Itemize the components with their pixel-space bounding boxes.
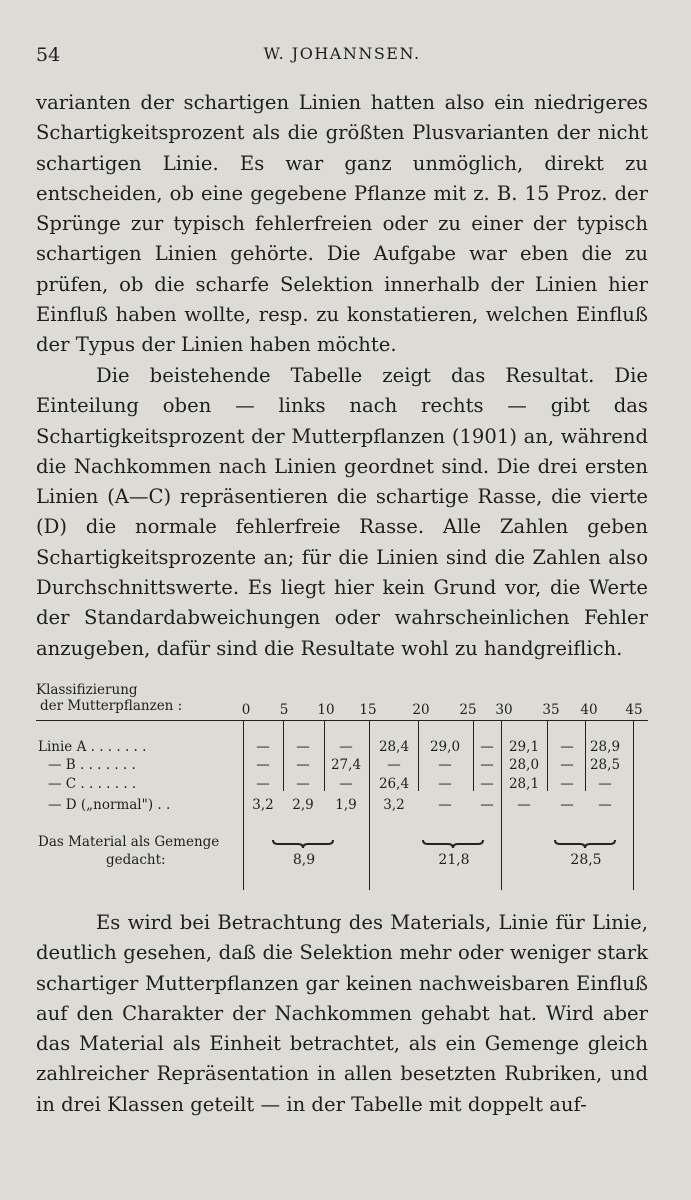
table-cell: 28,1	[508, 776, 540, 792]
column-header: 15	[359, 702, 377, 718]
table-cell: 28,4	[378, 739, 410, 755]
table-cell: —	[560, 757, 574, 773]
column-header: 35	[542, 702, 560, 718]
row-label-c: — C . . . . . . .	[48, 776, 137, 792]
gemenge-label-line-2: gedacht:	[106, 852, 166, 868]
table-top-rule	[36, 720, 648, 721]
table-cell: —	[256, 757, 270, 773]
table-cell: —	[480, 739, 494, 755]
gemenge-value: 28,5	[570, 852, 602, 868]
data-table	[36, 680, 650, 890]
table-cell: —	[480, 797, 494, 813]
table-cell: 3,2	[383, 797, 405, 813]
column-divider	[324, 721, 325, 791]
table-cell: —	[256, 739, 270, 755]
column-header: 30	[495, 702, 513, 718]
column-divider	[633, 721, 634, 890]
table-cell: 28,5	[589, 757, 621, 773]
table-cell: 29,0	[429, 739, 461, 755]
gemenge-label-line-1: Das Material als Gemenge	[38, 834, 220, 850]
table-cell: 28,9	[589, 739, 621, 755]
gemenge-label	[38, 833, 219, 869]
column-header: 10	[317, 702, 335, 718]
row-label-a: Linie A . . . . . . .	[38, 739, 147, 755]
table-cell: —	[339, 776, 353, 792]
group-brace	[272, 839, 334, 847]
column-header: 25	[459, 702, 477, 718]
table-cell: —	[296, 739, 310, 755]
column-header: 20	[412, 702, 430, 718]
table-cell: 3,2	[252, 797, 274, 813]
row-label-b: — B . . . . . . .	[48, 757, 136, 773]
table-cell: —	[517, 797, 531, 813]
table-cell: —	[438, 757, 452, 773]
table-cell: —	[387, 757, 401, 773]
table-cell: —	[598, 797, 612, 813]
author-header: W. JOHANNSEN.	[263, 44, 421, 63]
table-cell: 26,4	[378, 776, 410, 792]
table-header-subtitle: der Mutterpflanzen :	[40, 698, 183, 714]
column-header: 45	[625, 702, 643, 718]
column-header: 5	[279, 702, 289, 718]
table-cell: 2,9	[292, 797, 314, 813]
paragraph-3: Es wird bei Betrachtung des Materials, Linie für Linie, deutlich gesehen, daß die Selektion mehr oder weniger stark schartiger Mutterpflanzen gar keinen nachweisbaren Einfluß auf den Charakter der Nachkommen gehabt hat. Wird aber das Material als Einheit betrachtet, als ein Gemenge gleich zahlreicher Repräsentation in allen besetzten Rubriken, und in drei Klassen geteilt — in der Tabelle mit doppelt auf-	[36, 911, 648, 1116]
table-cell: —	[560, 797, 574, 813]
column-divider	[418, 721, 419, 791]
column-header: 40	[580, 702, 598, 718]
table-cell: —	[438, 776, 452, 792]
table-cell: —	[598, 776, 612, 792]
paragraph-2: Die beistehende Tabelle zeigt das Resultat. Die Einteilung oben — links nach rechts — gibt das Schartigkeitsprozent der Mutterpflanzen (1901) an, während die Nachkommen nach Linien geordnet sind. Die drei ersten Linien (A—C) repräsentieren die schartige Rasse, die vierte (D) die normale fehlerfreie Rasse. Alle Zahlen geben Schartigkeitsprozente an; für die Linien sind die Zahlen also Durchschnittswerte. Es liegt hier kein Grund vor, die Werte der Standardabweichungen oder wahrscheinlichen Fehler anzugeben, dafür sind die Resultate wohl zu handgreiflich.	[36, 364, 648, 660]
running-head	[36, 44, 648, 68]
group-brace	[554, 839, 616, 847]
table-cell: —	[339, 739, 353, 755]
table-cell: —	[438, 797, 452, 813]
table-cell: —	[480, 757, 494, 773]
gemenge-value: 8,9	[292, 852, 316, 868]
row-label-d: — D („normal") . .	[48, 797, 171, 813]
column-divider	[369, 721, 370, 890]
table-cell: 28,0	[508, 757, 540, 773]
column-header: 0	[241, 702, 251, 718]
table-cell: —	[560, 776, 574, 792]
table-cell: —	[480, 776, 494, 792]
group-brace	[422, 839, 484, 847]
paragraph-1: varianten der schartigen Linien hatten also ein niedrigeres Schartigkeitsprozent als die größten Plusvarianten der nicht schartigen Linie. Es war ganz unmöglich, direkt zu entscheiden, ob eine gegebene Pflanze mit z. B. 15 Proz. der Sprünge zur typisch fehlerfreien oder zu einer der typisch schartigen Linien gehörte. Die Aufgabe war eben die zu prüfen, ob die scharfe Selektion innerhalb der Linien hier Einfluß haben wollte, resp. zu konstatieren, welchen Einfluß der Typus der Linien haben möchte.	[36, 91, 648, 357]
gemenge-value: 21,8	[438, 852, 470, 868]
table-cell: —	[560, 739, 574, 755]
table-cell: —	[296, 776, 310, 792]
table-cell: 29,1	[508, 739, 540, 755]
table-cell: 1,9	[335, 797, 357, 813]
page-number: 54	[36, 44, 61, 66]
table-cell: 27,4	[330, 757, 362, 773]
table-cell: —	[256, 776, 270, 792]
table-header-title: Klassifizierung	[36, 682, 138, 698]
table-cell: —	[296, 757, 310, 773]
